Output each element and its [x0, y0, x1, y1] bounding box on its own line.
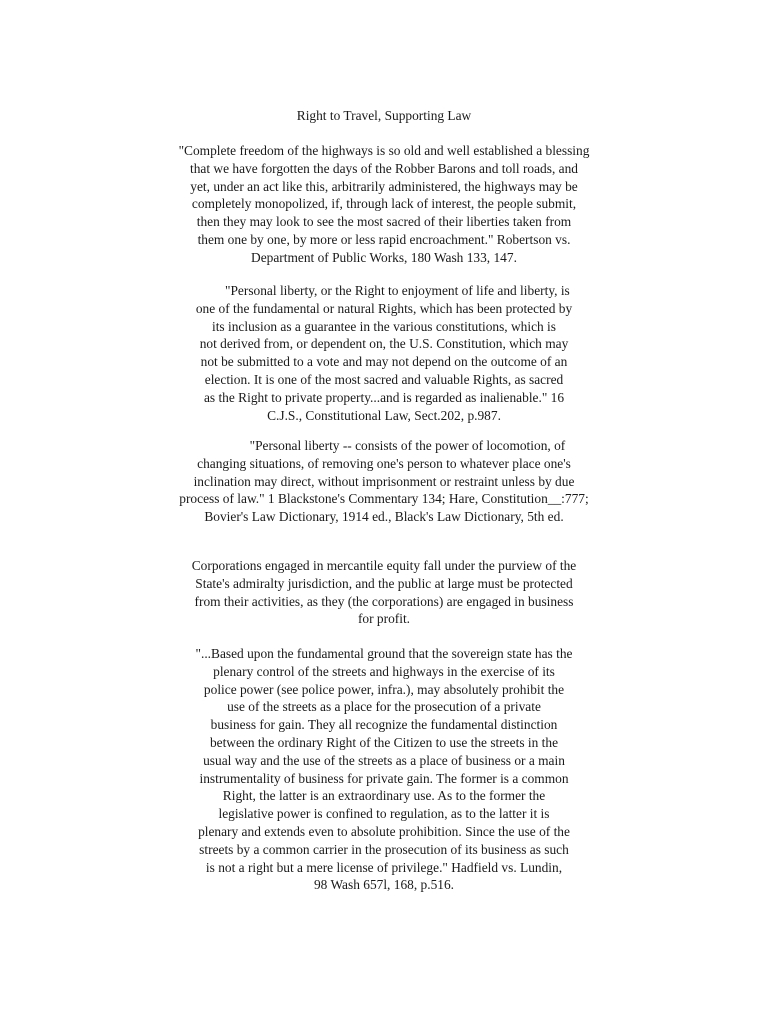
text-line: not be submitted to a vote and may not depend on the outcome of an	[200, 354, 568, 370]
paragraph-corporations	[0, 557, 768, 628]
text-line: election. It is one of the most sacred and valuable Rights, as sacred	[204, 371, 564, 387]
text-line: them one by one, by more or less rapid encroachment." Robertson vs.	[197, 231, 571, 247]
text-line: one of the fundamental or natural Rights, which has been protected by	[195, 300, 573, 316]
text-line: Department of Public Works, 180 Wash 133, 147.	[251, 249, 517, 265]
quote-paragraph-blackstone	[0, 437, 768, 526]
text-line: usual way and the use of the streets as a place of business or a main	[203, 752, 565, 768]
text-line: for profit.	[357, 611, 411, 627]
text-line: use of the streets as a place for the prosecution of a private	[227, 699, 541, 715]
text-line: plenary control of the streets and highways in the exercise of its	[213, 663, 555, 679]
text-line: that we have forgotten the days of the Robber Barons and toll roads, and	[190, 160, 578, 176]
text-line: plenary and extends even to absolute prohibition. Since the use of the	[198, 823, 570, 839]
text-line: "Personal liberty, or the Right to enjoyment of life and liberty, is	[198, 283, 570, 298]
text-line: not derived from, or dependent on, the U.S. Constitution, which may	[199, 336, 569, 352]
text-line: process of law." 1 Blackstone's Commentary 134; Hare, Constitution__:777;	[179, 491, 589, 507]
text-line: streets by a common carrier in the prosecution of its business as such	[199, 841, 569, 857]
quote-paragraph-cjs	[0, 282, 768, 424]
text-line: as the Right to private property...and is regarded as inalienable." 16	[203, 389, 565, 405]
text-line: its inclusion as a guarantee in the various constitutions, which is	[211, 318, 556, 334]
page-title: Right to Travel, Supporting Law	[296, 108, 472, 123]
text-line: inclination may direct, without imprisonment or restraint unless by due	[193, 473, 575, 489]
text-line: Corporations engaged in mercantile equity fall under the purview of the	[191, 558, 577, 573]
text-line: is not a right but a mere license of privilege." Hadfield vs. Lundin,	[205, 859, 563, 875]
text-line: then they may look to see the most sacred of their liberties taken from	[196, 214, 572, 230]
text-line: business for gain. They all recognize the fundamental distinction	[210, 717, 558, 733]
quote-paragraph-robertson	[0, 142, 768, 267]
text-line: yet, under an act like this, arbitrarily administered, the highways may be	[190, 178, 578, 194]
text-line: legislative power is confined to regulation, as to the latter it is	[218, 806, 550, 822]
text-line: from their activities, as they (the corporations) are engaged in business	[194, 593, 574, 609]
text-line: Right, the latter is an extraordinary use. As to the former the	[222, 788, 546, 804]
text-line: "Complete freedom of the highways is so old and well established a blessing	[178, 143, 590, 158]
text-line: completely monopolized, if, through lack of interest, the people submit,	[191, 196, 577, 212]
text-line: instrumentality of business for private gain. The former is a common	[199, 770, 569, 786]
text-line: "Personal liberty -- consists of the power of locomotion, of	[202, 438, 566, 453]
text-line: State's admiralty jurisdiction, and the public at large must be protected	[195, 575, 573, 591]
text-line: changing situations, of removing one's person to whatever place one's	[197, 455, 571, 471]
text-line: "...Based upon the fundamental ground that the sovereign state has the	[195, 646, 573, 661]
text-line: between the ordinary Right of the Citizen to use the streets in the	[209, 734, 559, 750]
quote-paragraph-hadfield	[0, 645, 768, 894]
text-line: police power (see police power, infra.), may absolutely prohibit the	[203, 681, 565, 697]
text-line: 98 Wash 657l, 168, p.516.	[313, 877, 455, 893]
text-line: Bovier's Law Dictionary, 1914 ed., Black's Law Dictionary, 5th ed.	[204, 509, 564, 525]
text-line: C.J.S., Constitutional Law, Sect.202, p.987.	[267, 407, 501, 423]
